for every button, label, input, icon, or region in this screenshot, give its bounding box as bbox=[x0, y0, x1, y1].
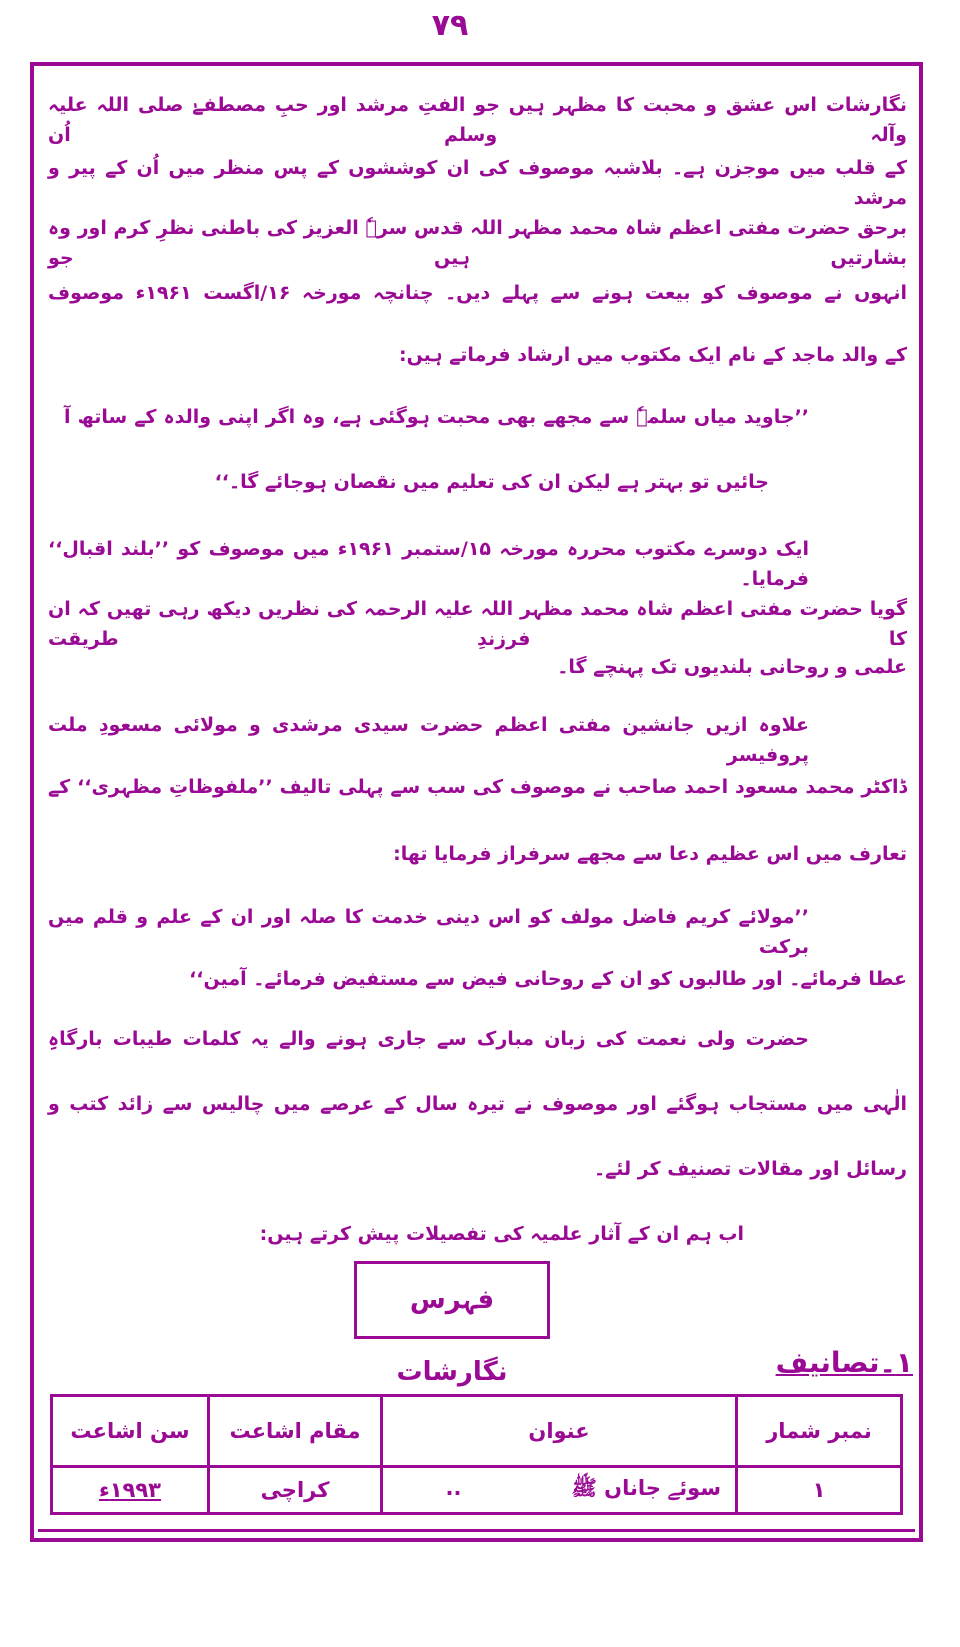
text-line: ڈاکٹر محمد مسعود احمد صاحب نے موصوف کی سب سے پہلی تالیف ’’ملفوظاتِ مظہری‘‘ کے bbox=[48, 776, 907, 798]
quote-line: ’’جاوید میاں سلمہٗ سے مجھے بھی محبت ہوگئی ہے، وہ اگر اپنی والدہ کے ساتھ آ bbox=[64, 406, 809, 428]
text-line: نگارشات اس عشق و محبت کا مظہر ہیں جو الفتِ مرشد اور حبِ مصطفےٰ صلی اللہ علیہ وآلہ وسلم اُن bbox=[48, 94, 907, 146]
text-line: علاوہ ازیں جانشین مفتی اعظم حضرت سیدی مرشدی و مولائی مسعودِ ملت پروفیسر bbox=[48, 714, 809, 766]
text-line: علمی و روحانی بلندیوں تک پہنچے گا۔ bbox=[557, 656, 907, 678]
quote-line: عطا فرمائے۔ اور طالبوں کو ان کے روحانی فیض سے مستفیض فرمائے۔ آمین‘‘ bbox=[189, 968, 907, 990]
text-line: رسائل اور مقالات تصنیف کر لئے۔ bbox=[593, 1158, 907, 1180]
text-line: گویا حضرت مفتی اعظم شاہ محمد مظہر اللہ علیہ الرحمہ کی نظریں دیکھ رہی تھیں کہ ان کا فرزندِ طریقت bbox=[48, 598, 907, 650]
text-line: الٰہی میں مستجاب ہوگئے اور موصوف نے تیرہ سال کے عرصے میں چالیس سے زائد کتب و bbox=[48, 1093, 907, 1115]
quote-line: ’’مولائے کریم فاضل مولف کو اس دینی خدمت کا صلہ اور ان کے علم و قلم میں برکت bbox=[48, 906, 809, 958]
cell-title bbox=[382, 1467, 737, 1514]
text-line: تعارف میں اس عظیم دعا سے مجھے سرفراز فرمایا تھا: bbox=[393, 843, 907, 865]
table-row bbox=[52, 1467, 902, 1514]
header-year: سن اشاعت bbox=[52, 1396, 209, 1467]
text-line: کے قلب میں موجزن ہے۔ بلاشبہ موصوف کی ان کوششوں کے پس منظر میں اُن کے پیر و مرشد bbox=[48, 157, 907, 209]
page-frame bbox=[30, 62, 923, 1542]
text-line: کے والد ماجد کے نام ایک مکتوب میں ارشاد فرماتے ہیں: bbox=[398, 344, 907, 366]
text-line: حضرت ولی نعمت کی زبان مبارک سے جاری ہونے والے یہ کلمات طیبات بارگاہِ bbox=[48, 1028, 809, 1050]
text-line: اب ہم ان کے آثار علمیہ کی تفصیلات پیش کرتے ہیں: bbox=[259, 1223, 744, 1245]
quote-line: جائیں تو بہتر ہے لیکن ان کی تعلیم میں نقصان ہوجائے گا۔‘‘ bbox=[214, 471, 769, 493]
text-line: برحق حضرت مفتی اعظم شاہ محمد مظہر اللہ قدس سرہٗ العزیز کی باطنی نظرِ کرم اور وہ بشارتیں ہیں جو bbox=[48, 217, 907, 269]
table-header-row bbox=[52, 1396, 902, 1467]
cell-place: کراچی bbox=[209, 1467, 382, 1514]
leader-dots: .. bbox=[445, 1475, 462, 1500]
title-text: سوئے جاناں ﷺ bbox=[571, 1475, 721, 1500]
cell-year: ۱۹۹۳ء bbox=[52, 1467, 209, 1514]
header-place: مقام اشاعت bbox=[209, 1396, 382, 1467]
index-title-box: فہرس نگارشات bbox=[354, 1261, 550, 1339]
text-line: ایک دوسرے مکتوب محررہ مورخہ ۱۵/ستمبر ۱۹۶۱ء میں موصوف کو ’’بلند اقبال‘‘ فرمایا۔ bbox=[48, 538, 809, 590]
works-table bbox=[50, 1394, 903, 1515]
cell-number: ۱ bbox=[737, 1467, 902, 1514]
header-number: نمبر شمار bbox=[737, 1396, 902, 1467]
text-line: انہوں نے موصوف کو بیعت ہونے سے پہلے دیں۔ چنانچہ مورخہ ۱۶/اگست ۱۹۶۱ء موصوف bbox=[48, 282, 907, 304]
page-number: ۷۹ bbox=[431, 8, 469, 43]
section-heading: ۱۔تصانیف bbox=[775, 1346, 913, 1379]
header-title: عنوان bbox=[382, 1396, 737, 1467]
